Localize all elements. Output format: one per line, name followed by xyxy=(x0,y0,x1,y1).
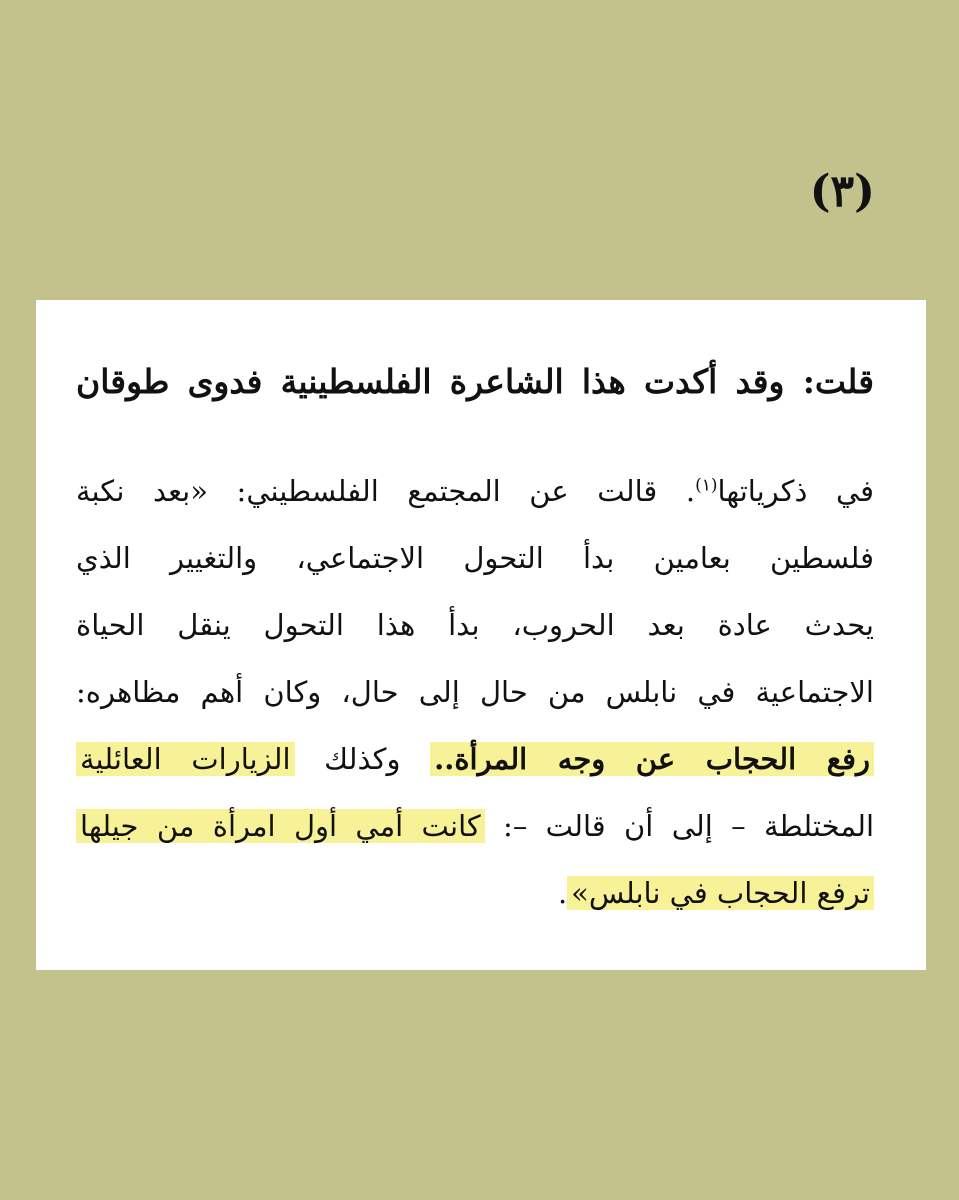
text-segment: يحدث عادة بعد الحروب، بدأ هذا التحول ينقل الحياة xyxy=(76,608,874,642)
highlighted-text: كانت أمي أول امرأة من جيلها xyxy=(76,809,485,843)
text-segment: . xyxy=(557,876,568,910)
text-segment: فلسطين بعامين بدأ التحول الاجتماعي، والتغيير الذي xyxy=(76,541,874,575)
highlighted-text: رفع الحجاب عن وجه المرأة.. xyxy=(430,742,874,776)
page-number: (٣) xyxy=(809,166,875,217)
footnote-marker: (١) xyxy=(695,475,718,496)
text-line-4 xyxy=(76,659,874,726)
text-line-2 xyxy=(76,525,874,592)
highlighted-text: الزيارات العائلية xyxy=(76,742,295,776)
highlighted-text: ترفع الحجاب في نابلس» xyxy=(567,876,874,910)
text-line-6 xyxy=(76,793,874,860)
text-segment: الاجتماعية في نابلس من حال إلى حال، وكان أهم مظاهره: xyxy=(76,675,874,709)
text-segment: المختلطة – إلى أن قالت –: xyxy=(484,809,875,843)
text-segment: في ذكرياتها xyxy=(717,474,874,508)
text-line-7 xyxy=(76,860,874,927)
title-line: قلت: وقد أكدت هذا الشاعرة الفلسطينية فدوى طوقان xyxy=(76,362,874,401)
text-segment: وكذلك xyxy=(294,742,431,776)
text-segment: . قالت عن المجتمع الفلسطيني: «بعد نكبة xyxy=(76,474,696,508)
body-text xyxy=(76,458,874,927)
text-line-3 xyxy=(76,592,874,659)
text-line-1 xyxy=(76,458,874,525)
text-line-5 xyxy=(76,726,874,793)
book-page-scan xyxy=(36,300,926,970)
